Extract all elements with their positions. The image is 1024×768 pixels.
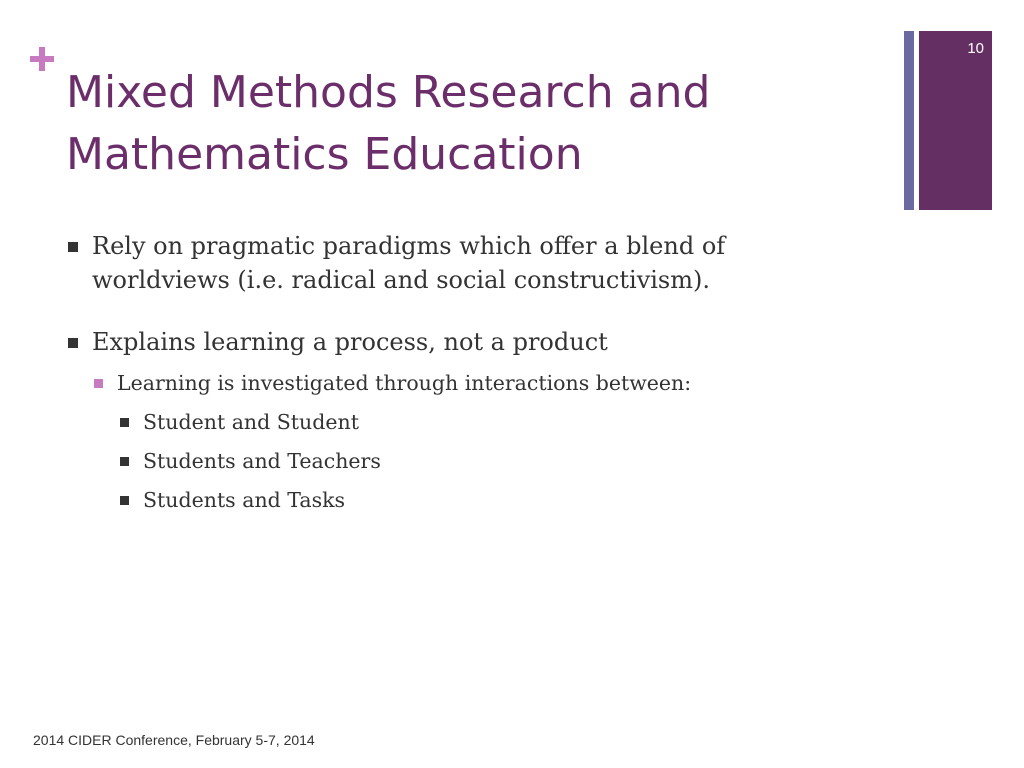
bullet-item <box>92 325 822 359</box>
slide-title: Mixed Methods Research and Mathematics Education <box>66 67 711 180</box>
square-bullet-icon <box>120 418 129 427</box>
slide-number: 10 <box>967 40 984 57</box>
slide-footer: 2014 CIDER Conference, February 5-7, 2014 <box>33 732 315 748</box>
sub-sub-bullet-item <box>143 447 743 475</box>
bullet-text: Explains learning a process, not a product <box>92 328 608 356</box>
square-bullet-icon <box>94 379 103 388</box>
bullet-item <box>92 229 822 297</box>
bullet-text: Rely on pragmatic paradigms which offer a blend of worldviews (i.e. radical and social constructivism). <box>92 232 726 294</box>
square-bullet-icon <box>68 242 78 252</box>
sub-sub-bullet-item <box>143 486 743 514</box>
sub-sub-bullet-item <box>143 408 743 436</box>
square-bullet-icon <box>68 338 78 348</box>
bullet-text: Learning is investigated through interactions between: <box>117 371 692 395</box>
sub-bullet-item <box>117 369 817 397</box>
square-bullet-icon <box>120 496 129 505</box>
square-bullet-icon <box>120 457 129 466</box>
bullet-text: Student and Student <box>143 410 359 434</box>
bullet-text: Students and Tasks <box>143 488 346 512</box>
bullet-text: Students and Teachers <box>143 449 381 473</box>
